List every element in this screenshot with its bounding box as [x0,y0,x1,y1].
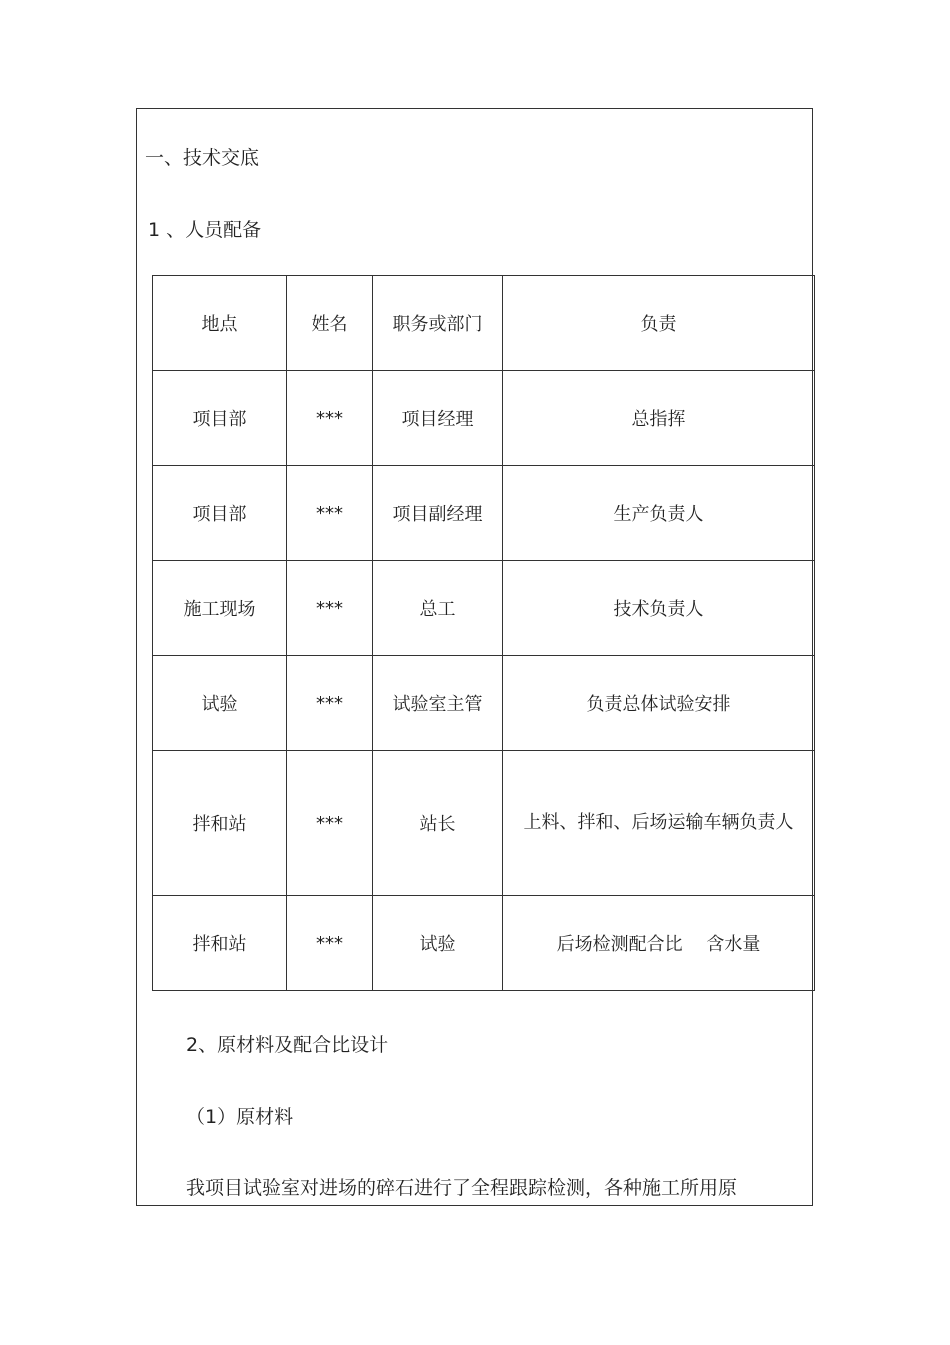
table-cell: 项目部 [153,466,287,561]
table-cell: *** [287,896,373,991]
header-cell: 职务或部门 [373,276,503,371]
table-cell: *** [287,561,373,656]
table-cell: *** [287,466,373,561]
table-cell: 拌和站 [153,751,287,896]
table-row [153,561,815,656]
subsection-heading: （1）原材料 [186,1106,294,1128]
table-cell: *** [287,656,373,751]
table-cell: 试验 [373,896,503,991]
table-cell: 试验 [153,656,287,751]
table-row [153,371,815,466]
table-row [153,466,815,561]
body-paragraph: 我项目试验室对进场的碎石进行了全程跟踪检测，各种施工所用原 [186,1177,738,1199]
table-cell: 项目经理 [373,371,503,466]
table-cell: 技术负责人 [503,561,815,656]
subsection-heading: 2、原材料及配合比设计 [186,1034,389,1056]
table-row [153,656,815,751]
table-cell: 项目部 [153,371,287,466]
header-cell: 地点 [153,276,287,371]
table-cell: 上料、拌和、后场运输车辆负责人 [503,751,815,896]
table-cell: *** [287,751,373,896]
table-cell: 后场检测配合比 含水量 [503,896,815,991]
table-header-row [153,276,815,371]
staff-table [152,275,815,991]
table-row [153,751,815,896]
table-cell: 总指挥 [503,371,815,466]
table-cell: 总工 [373,561,503,656]
table-row [153,896,815,991]
header-cell: 姓名 [287,276,373,371]
table-cell: 负责总体试验安排 [503,656,815,751]
table-cell: *** [287,371,373,466]
table-cell: 施工现场 [153,561,287,656]
table-cell: 生产负责人 [503,466,815,561]
subsection-heading: 1 、人员配备 [148,219,262,241]
table-cell: 试验室主管 [373,656,503,751]
table-cell: 项目副经理 [373,466,503,561]
header-cell: 负责 [503,276,815,371]
table-cell: 站长 [373,751,503,896]
table-cell: 拌和站 [153,896,287,991]
section-heading: 一、技术交底 [145,147,260,169]
